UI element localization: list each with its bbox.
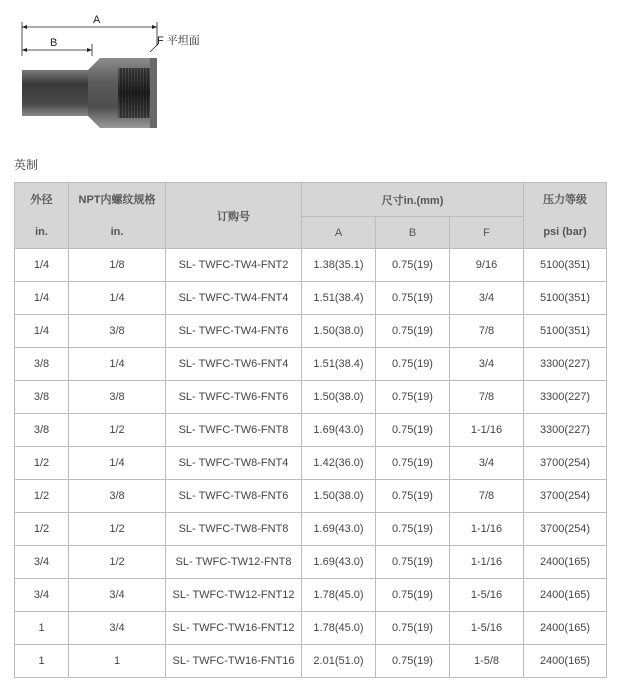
cell-od: 3/4 [15,546,69,579]
cell-dim-f: 3/4 [450,348,524,381]
cell-dim-b: 0.75(19) [376,282,450,315]
cell-dim-a: 2.01(51.0) [302,645,376,678]
cell-pressure: 5100(351) [524,282,607,315]
cell-dim-f: 1-5/16 [450,579,524,612]
fitting-taper [88,58,100,128]
dimension-label-b: B [50,37,58,49]
fitting-drawing [0,0,260,140]
cell-dim-f: 3/4 [450,282,524,315]
cell-od: 1 [15,612,69,645]
table-row [15,546,607,579]
cell-dim-f: 1-1/16 [450,414,524,447]
dimension-arrows [22,25,157,52]
cell-npt: 1/4 [69,348,166,381]
cell-dim-f: 7/8 [450,381,524,414]
fitting-illustration [0,0,260,140]
cell-od: 1/4 [15,249,69,282]
cell-npt: 1/4 [69,447,166,480]
cell-pressure: 3300(227) [524,414,607,447]
cell-dim-f: 1-1/16 [450,546,524,579]
cell-dim-b: 0.75(19) [376,513,450,546]
dimension-label-a: A [93,14,101,26]
table-row [15,579,607,612]
cell-dim-b: 0.75(19) [376,381,450,414]
cell-npt: 3/4 [69,612,166,645]
cell-dim-b: 0.75(19) [376,546,450,579]
cell-od: 3/8 [15,414,69,447]
cell-dim-b: 0.75(19) [376,348,450,381]
header-od-label: 外径 [30,193,53,206]
cell-dim-b: 0.75(19) [376,645,450,678]
cell-order-number: SL- TWFC-TW4-FNT2 [166,249,302,282]
cell-dim-a: 1.50(38.0) [302,480,376,513]
cell-pressure: 2400(165) [524,645,607,678]
table-row [15,414,607,447]
cell-pressure: 2400(165) [524,546,607,579]
cell-dim-b: 0.75(19) [376,480,450,513]
header-pressure-unit: psi (bar) [543,225,587,238]
cell-order-number: SL- TWFC-TW6-FNT4 [166,348,302,381]
cell-dim-f: 9/16 [450,249,524,282]
table-row [15,612,607,645]
cell-od: 1/4 [15,315,69,348]
header-dim-a: A [302,217,376,249]
cell-od: 1/2 [15,480,69,513]
cell-dim-a: 1.78(45.0) [302,612,376,645]
cell-od: 3/8 [15,348,69,381]
header-dim-b: B [376,217,450,249]
cell-order-number: SL- TWFC-TW12-FNT12 [166,579,302,612]
table-row [15,381,607,414]
cell-dim-a: 1.50(38.0) [302,381,376,414]
cell-dim-a: 1.50(38.0) [302,315,376,348]
cell-od: 3/4 [15,579,69,612]
cell-pressure: 3300(227) [524,381,607,414]
cell-dim-f: 1-5/16 [450,612,524,645]
cell-dim-f: 3/4 [450,447,524,480]
cell-pressure: 3700(254) [524,480,607,513]
table-row [15,249,607,282]
cell-pressure: 3700(254) [524,513,607,546]
cell-pressure: 3300(227) [524,348,607,381]
spec-table [14,182,607,678]
cell-od: 1/4 [15,282,69,315]
table-row [15,447,607,480]
header-npt-label: NPT内螺纹规格 [78,193,156,206]
header-dimensions: 尺寸in.(mm) [302,183,524,217]
header-pressure-label: 压力等级 [543,193,588,206]
cell-dim-b: 0.75(19) [376,579,450,612]
cell-npt: 1/8 [69,249,166,282]
cell-dim-a: 1.51(38.4) [302,348,376,381]
cell-order-number: SL- TWFC-TW16-FNT16 [166,645,302,678]
table-row [15,348,607,381]
table-row [15,480,607,513]
cell-dim-b: 0.75(19) [376,249,450,282]
header-od-unit: in. [35,225,48,238]
cell-dim-b: 0.75(19) [376,315,450,348]
header-npt-unit: in. [110,225,124,238]
flat-face [150,58,157,128]
cell-dim-b: 0.75(19) [376,447,450,480]
cell-od: 1/2 [15,447,69,480]
dimension-label-f: F 平坦面 [157,35,200,47]
cell-npt: 1 [69,645,166,678]
cell-order-number: SL- TWFC-TW8-FNT4 [166,447,302,480]
cell-pressure: 2400(165) [524,612,607,645]
tube-body [22,70,94,116]
cell-pressure: 5100(351) [524,249,607,282]
table-row [15,315,607,348]
cell-npt: 1/2 [69,513,166,546]
cell-order-number: SL- TWFC-TW6-FNT8 [166,414,302,447]
cell-od: 3/8 [15,381,69,414]
cell-dim-f: 7/8 [450,480,524,513]
section-title: 英制 [14,158,39,172]
cell-order-number: SL- TWFC-TW12-FNT8 [166,546,302,579]
cell-order-number: SL- TWFC-TW6-FNT6 [166,381,302,414]
table-row [15,513,607,546]
cell-pressure: 5100(351) [524,315,607,348]
cell-npt: 3/4 [69,579,166,612]
cell-dim-a: 1.69(43.0) [302,546,376,579]
cell-dim-a: 1.69(43.0) [302,414,376,447]
cell-npt: 3/8 [69,381,166,414]
header-dim-f: F [450,217,524,249]
cell-dim-a: 1.38(35.1) [302,249,376,282]
cell-npt: 1/2 [69,546,166,579]
header-od [15,183,69,249]
cell-order-number: SL- TWFC-TW8-FNT8 [166,513,302,546]
cell-dim-a: 1.78(45.0) [302,579,376,612]
cell-npt: 3/8 [69,315,166,348]
cell-dim-f: 1-5/8 [450,645,524,678]
cell-npt: 1/4 [69,282,166,315]
cell-npt: 3/8 [69,480,166,513]
cell-order-number: SL- TWFC-TW16-FNT12 [166,612,302,645]
header-order-number: 订购号 [166,183,302,249]
cell-od: 1/2 [15,513,69,546]
cell-dim-f: 1-1/16 [450,513,524,546]
cell-pressure: 3700(254) [524,447,607,480]
dimension-lines [22,22,158,56]
header-pressure [524,183,607,249]
cell-npt: 1/2 [69,414,166,447]
cell-dim-f: 7/8 [450,315,524,348]
cell-dim-a: 1.69(43.0) [302,513,376,546]
header-npt [69,183,166,249]
cell-dim-a: 1.51(38.4) [302,282,376,315]
cell-od: 1 [15,645,69,678]
table-row [15,282,607,315]
cell-dim-b: 0.75(19) [376,414,450,447]
table-row [15,645,607,678]
cell-order-number: SL- TWFC-TW4-FNT6 [166,315,302,348]
cell-order-number: SL- TWFC-TW4-FNT4 [166,282,302,315]
cell-dim-b: 0.75(19) [376,612,450,645]
cell-pressure: 2400(165) [524,579,607,612]
cell-order-number: SL- TWFC-TW8-FNT6 [166,480,302,513]
cell-dim-a: 1.42(36.0) [302,447,376,480]
